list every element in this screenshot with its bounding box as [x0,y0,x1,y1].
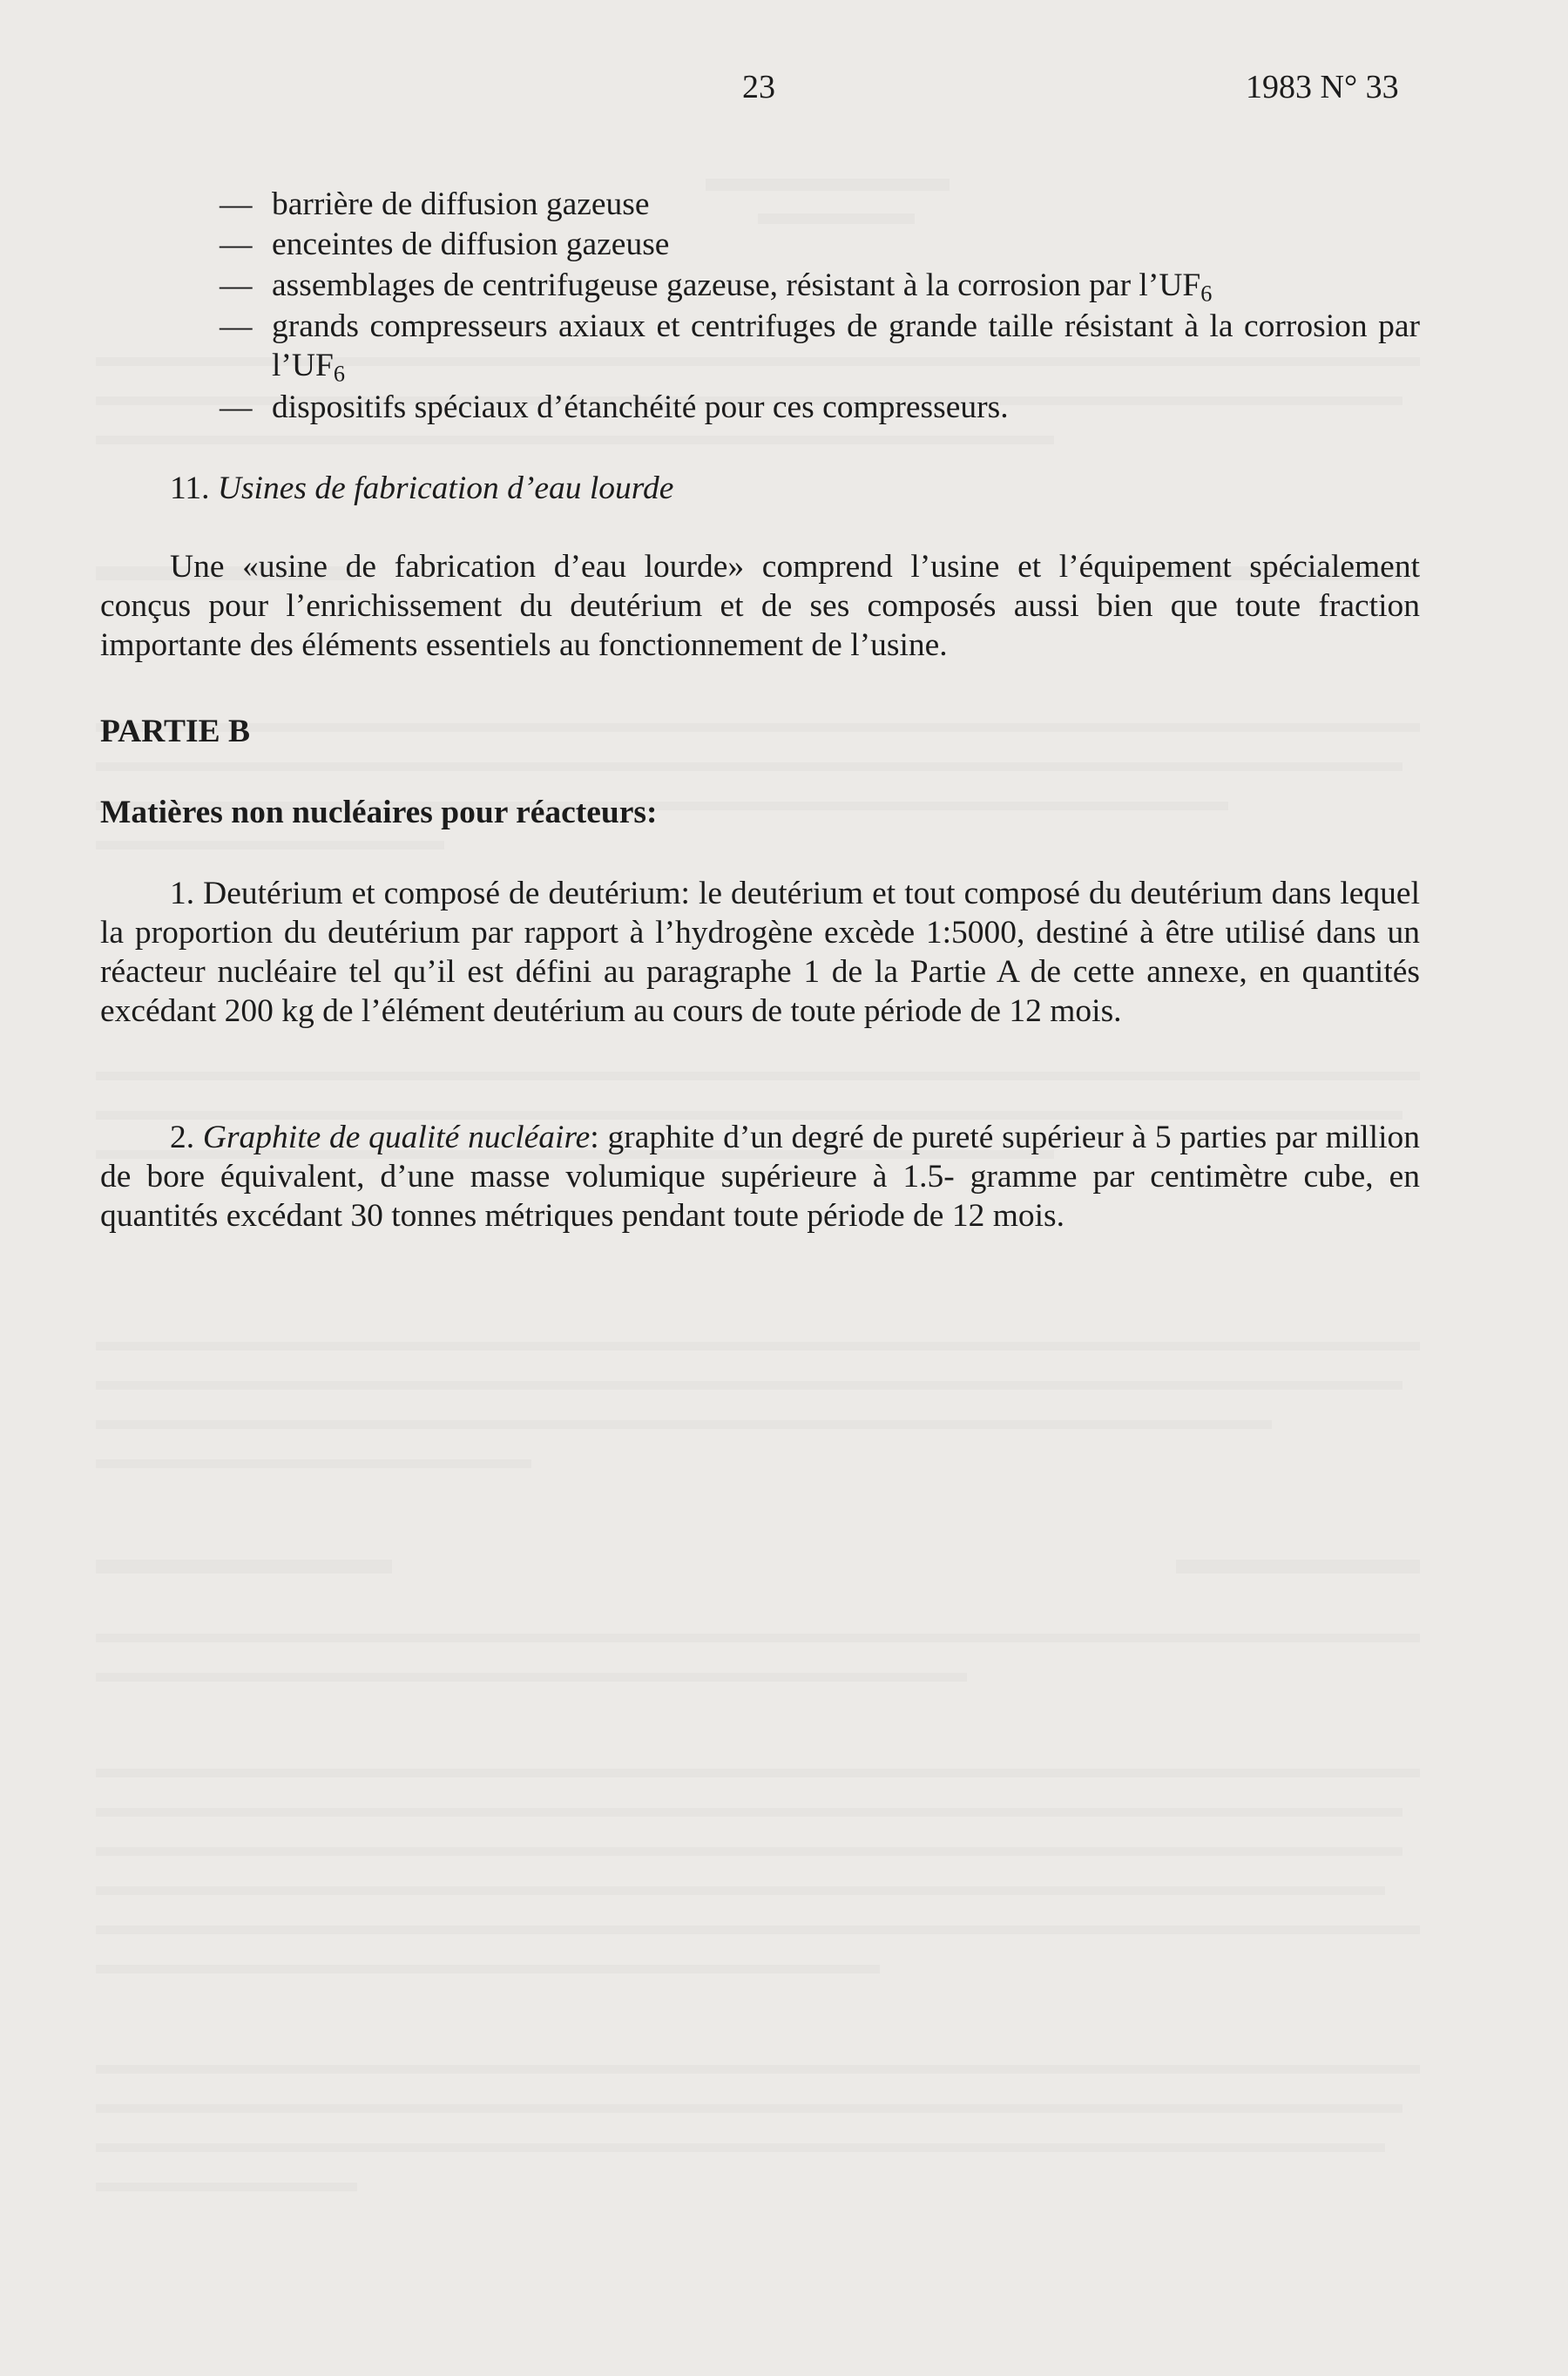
document-reference: 1983 N° 33 [1246,69,1399,105]
dash-list-text-main: assemblages de centrifugeuse gazeuse, résistant à la corrosion par l’UF [272,267,1201,303]
dash-marker: — [220,186,253,222]
dash-list-text: barrière de diffusion gazeuse [272,186,650,222]
partie-b-heading: PARTIE B [100,714,250,749]
dash-list-item [220,185,1420,224]
dash-list-text: enceintes de diffusion gazeuse [272,227,670,262]
section-11-title [170,469,673,508]
partie-b-item-1: 1. Deutérium et composé de deutérium: le deutérium et tout composé du deutérium dans lequel la proportion du deutérium par rapport à l’hydrogène excède 1:5000, destiné à être utilisé dans un réacteur nucléaire tel qu’il est défini au paragraphe 1 de la Partie A de cette annexe, en quantités excédant 200 kg de l’élément deutérium au cours de toute période de 12 mois. [100,876,1420,1029]
item-number: 2. [170,1120,195,1155]
dash-list-text: dispositifs spéciaux d’étanchéité pour ces compresseurs. [272,389,1009,425]
dash-list-item [220,388,1420,427]
dash-list-item [220,307,1420,385]
page-number: 23 [742,69,775,105]
item-term: Graphite de qualité nucléaire [202,1120,591,1155]
subscript: 6 [333,361,345,387]
partie-b-subheading: Matières non nucléaires pour réacteurs: [100,795,658,830]
section-11-paragraph: Une «usine de fabrication d’eau lourde» comprend l’usine et l’équipement spécialement conçus pour l’enrichissement du deutérium et de ses composés aussi bien que toute fraction importante des éléments essentiels au fonctionnement de l’usine. [100,549,1420,663]
dash-list-text [220,266,1420,305]
section-title-text: Usines de fabrication d’eau lourde [217,470,674,506]
subscript: 6 [1200,281,1213,307]
item-body: : graphite d’un degré de pureté supérieur à 5 parties par million de bore équivalent, d’une masse volumique supérieure à 1.5- gramme par centimètre cube, en quantités excédant 30 tonnes métriques pendant toute période de 12 mois. [100,1120,1420,1234]
dash-marker: — [220,389,253,425]
dash-marker: — [220,227,253,262]
dash-list-text [220,307,1420,385]
dash-list-text-main: grands compresseurs axiaux et centrifuges de grande taille résistant à la corrosion par l’UF [272,308,1420,383]
section-number: 11. [170,470,210,506]
partie-b-item-2 [100,1118,1420,1235]
dash-marker: — [220,308,253,344]
dash-marker: — [220,267,253,303]
page-header [0,68,1568,112]
dash-list-item [220,225,1420,264]
dash-list-item [220,266,1420,305]
